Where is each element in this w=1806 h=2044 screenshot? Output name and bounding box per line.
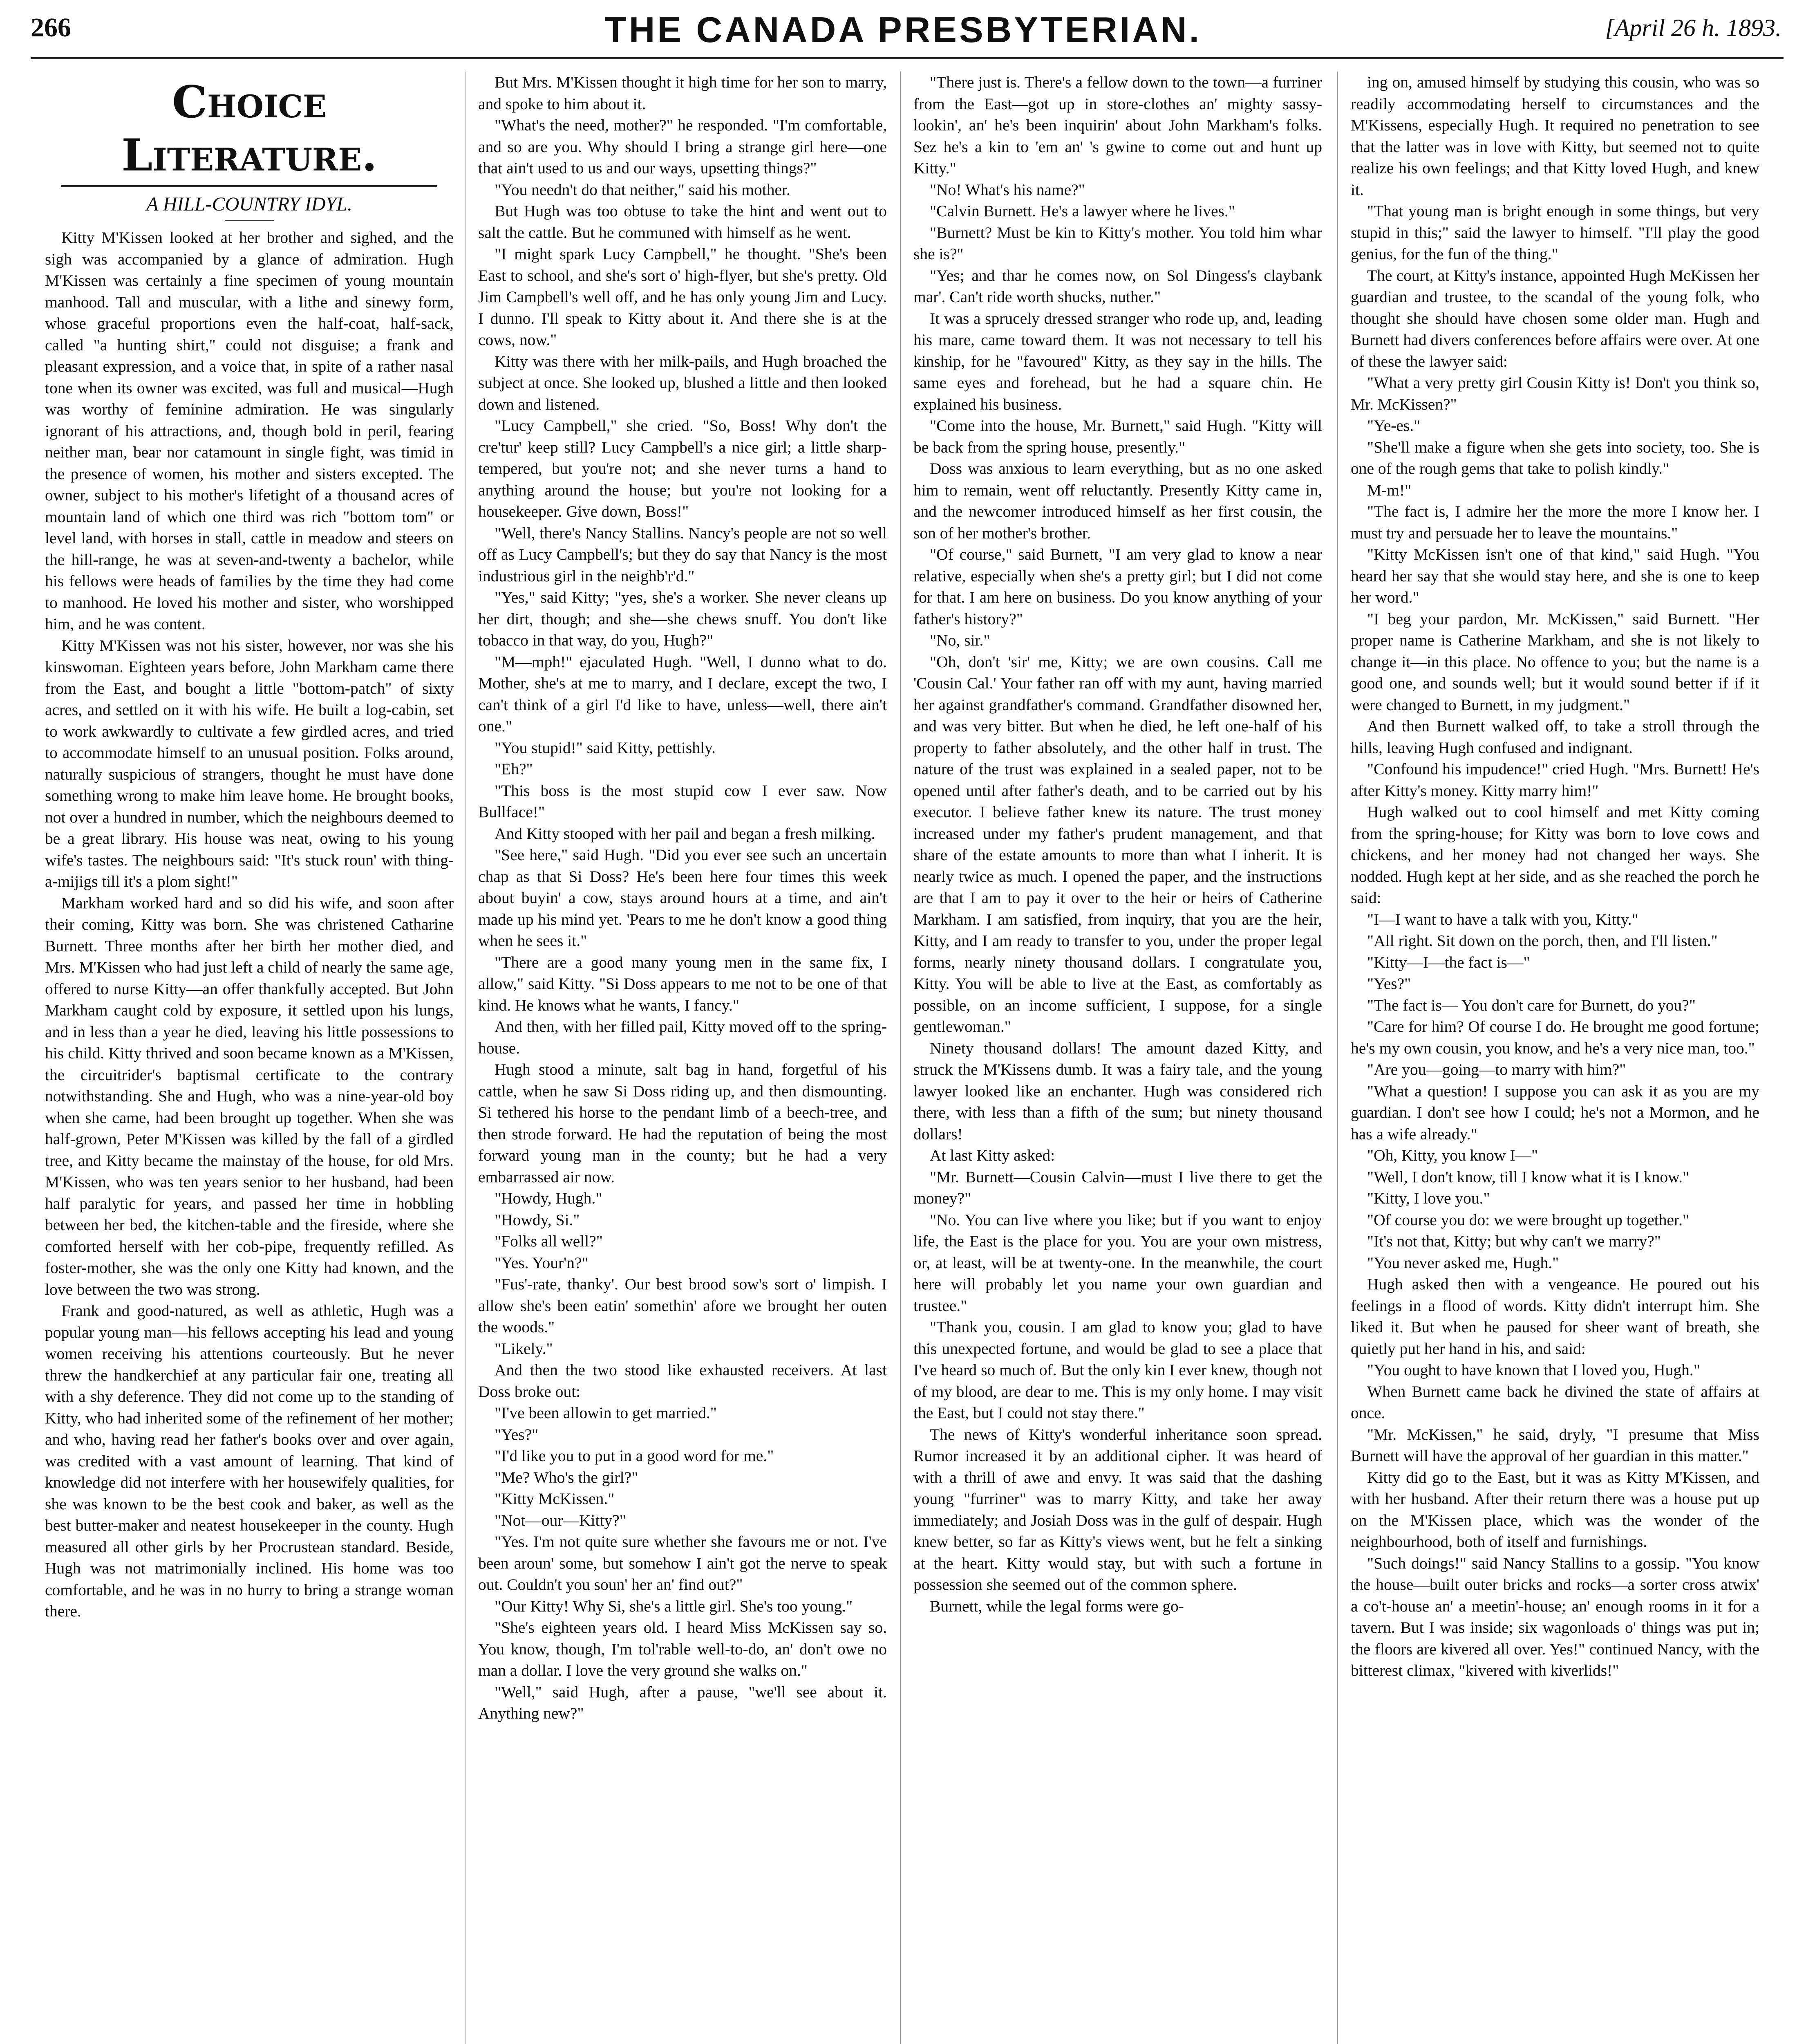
paragraph: Kitty M'Kissen looked at her brother and sighed, and the sigh was accompanied by a glance of admiration. Hugh M'Kissen was certainly a fine specimen of young mountain manhood. Tall and muscular, with a lithe and sinewy form, whose graceful proportions even the half-coat, half-sack, called "a hunting shirt," could not disguise; a frank and pleasant expression, and a voice that, in spite of a rather nasal tone when its owner was excited, was full and musical—Hugh was worthy of feminine admiration. He was singularly ignorant of his attractions, and, though bold in peril, fearing neither man, bear nor catamount in single fight, was timid in the presence of women, his mother and sisters excepted. The owner, subject to his mother's lifetight of a thousand acres of mountain land of which one third was rich "bottom tom" or level land, with horses in stall, cattle in meadow and steers on the hill-range, he was at seven-and-twenty a bachelor, while his fellows were heads of families by the time they had come to manhood. He loved his mother and sister, who worshipped him, and he was content.: [45, 229, 454, 633]
paragraph: "Of course," said Burnett, "I am very glad to know a near relative, especially when she's a pretty girl; but I did not come for that. I am here on business. Do you know anything of your father's history?": [913, 545, 1322, 628]
paragraph: Frank and good-natured, as well as athletic, Hugh was a popular young man—his fellows accepting his lead and young women receiving his attentions courteously. But he never threw the handkerchief at any particular fair one, treating all with a shy deference. They did not come up to the standing of Kitty, who had inherited some of the refinement of her mother; and who, having read her father's books over and over again, was credited with a vast amount of learning. That kind of knowledge did not interfere with her housewifely qualities, for she was known to be the best cook and baker, as well as the best butter-maker and neatest housekeeper in the county. Hugh measured all other girls by her Procrustean standard. Beside, Hugh was not matrimonially inclined. His home was too comfortable, and he was in no hurry to bring a strange woman there.: [45, 1302, 454, 1620]
paragraph: The news of Kitty's wonderful inheritance soon spread. Rumor increased it by an additional cipher. It was heard of with a thrill of awe and envy. It was said that the dashing young "furriner" was to marry Kitty, and take her away immediately; and Josiah Doss was in the gulf of despair. Hugh knew better, so far as Kitty's views went, but he felt a sinking at the heart. Kitty would stay, but with such a fortune in possession she seemed out of the common sphere.: [913, 1425, 1322, 1594]
paragraph: "Care for him? Of course I do. He brought me good fortune; he's my own cousin, you know, and he's a very nice man, too.": [1351, 1018, 1759, 1057]
paragraph: "Mr. McKissen," he said, dryly, "I presume that Miss Burnett will have the approval of her guardian in this matter.": [1351, 1425, 1759, 1465]
paragraph: "You stupid!" said Kitty, pettishly.: [495, 738, 716, 757]
paragraph: "That young man is bright enough in some things, but very stupid in this;" said the lawyer to himself. "I'll play the good genius, for the fun of the thing.": [1351, 202, 1759, 263]
paragraph: "Kitty McKissen isn't one of that kind," said Hugh. "You heard her say that she would stay here, and she is one to keep her word.": [1351, 545, 1759, 606]
paragraph: Markham worked hard and so did his wife, and soon after their coming, Kitty was born. She was christened Catharine Burnett. Three months after her birth her mother died, and Mrs. M'Kissen who had just left a child of nearly the same age, offered to nurse Kitty—an offer thankfully accepted. But John Markham caught cold by exposure, it settled upon his lungs, and in less than a year he died, leaving his little possessions to his child. Kitty thrived and soon became known as a M'Kissen, the circuitrider's baptismal certificate to the contrary notwithstanding. She and Hugh, who was a nine-year-old boy when she came, had been brought up together. When she was half-grown, Peter M'Kissen was killed by the fall of a girdled tree, and Kitty became the mainstay of the house, for old Mrs. M'Kissen, who was ten years senior to her husband, had been half paralytic for years, and passed her time in hobbling between her bed, the kitchen-table and the fireside, where she comforted herself with her cob-pipe, frequently refilled. As foster-mother, she was the only one Kitty had known, and the love between the two was strong.: [45, 894, 454, 1298]
paragraph: "What a question! I suppose you can ask it as you are my guardian. I don't see how I could; he's not a Mormon, and he has a wife already.": [1351, 1082, 1759, 1143]
paragraph: M-m!": [1367, 481, 1412, 499]
paragraph: "She'll make a figure when she gets into society, too. She is one of the rough gems that take to polish kindly.": [1351, 438, 1759, 477]
column-divider: [1337, 72, 1338, 2044]
paragraph: "Confound his impudence!" cried Hugh. "Mrs. Burnett! He's after Kitty's money. Kitty marry him!": [1351, 760, 1759, 800]
paragraph: "I—I want to have a talk with you, Kitty.": [1367, 910, 1638, 928]
paragraph: "No, sir.": [930, 631, 990, 649]
paragraph: "Of course you do: we were brought up together.": [1367, 1210, 1690, 1229]
paragraph: "Yes; and thar he comes now, on Sol Dingess's claybank mar'. Can't ride worth shucks, nuther.": [913, 266, 1322, 306]
paragraph: "I'd like you to put in a good word for me.": [495, 1447, 774, 1465]
paragraph: "Such doings!" said Nancy Stallins to a gossip. "You know the house—built outer bricks and rocks—a sorter cross atwix' a co't-house an' a meetin'-house; an' enough rooms in it for a tavern. But I was inside; six wagonloads o' things was put in; the floors are kivered all over. Yes!" continued Nancy, with the bitterest climax, "kivered with kiverlids!": [1351, 1554, 1759, 1679]
paragraph: Hugh walked out to cool himself and met Kitty coming from the spring-house; for Kitty was born to love cows and chickens, and her money had not changed her ways. She nodded. Hugh kept at her side, and as she reached the porch he said:: [1351, 803, 1759, 907]
paragraph: Hugh asked then with a vengeance. He poured out his feelings in a flood of words. Kitty didn't interrupt him. She liked it. But when he paused for sheer want of breath, she quietly put her hand in his, and said:: [1351, 1275, 1759, 1358]
paragraph: But Hugh was too obtuse to take the hint and went out to salt the cattle. But he communed with himself as he went.: [478, 202, 887, 242]
paragraph: "Are you—going—to marry with him?": [1367, 1060, 1626, 1078]
paragraph: "Me? Who's the girl?": [495, 1468, 638, 1486]
paragraph: "Well," said Hugh, after a pause, "we'll see about it. Anything new?": [478, 1683, 887, 1722]
paragraph: "Yes. Your'n?": [495, 1253, 589, 1272]
paragraph: "Oh, don't 'sir' me, Kitty; we are own cousins. Call me 'Cousin Cal.' Your father ran off with my aunt, having married her against grandfather's command. Grandfather disowned her, and was very bitter. But when he died, he left one-half of his property to father absolutely, and the other half in trust. The nature of the trust was explained in a sealed paper, not to be opened until after father's death, and to be carried out by his executor. I believe father knew its nature. The trust money increased under my father's prudent management, and that share of the estate amounts to more than what I inherit. It is nearly twice as much. I opened the paper, and the instructions are that I am to pay it over to the heir or heirs of Catherine Markham. I am satisfied, from inquiry, that you are the heir, Kitty, and I am ready to transfer to you, under the proper legal forms, nearly ninety thousand dollars. I congratulate you, Kitty. You will be able to live at the East, as comfortably as possible, on an income sufficient, I suppose, for a single gentlewoman.": [913, 652, 1322, 1035]
paragraph: "Burnett? Must be kin to Kitty's mother. You told him whar she is?": [913, 223, 1322, 263]
newspaper-title: THE CANADA PRESBYTERIAN.: [604, 9, 1202, 50]
paragraph: "Yes," said Kitty; "yes, she's a worker. She never cleans up her dirt, though; and she—she chews snuff. You don't like tobacco in that way, do you, Hugh?": [478, 588, 887, 649]
paragraph: "All right. Sit down on the porch, then, and I'll listen.": [1367, 932, 1718, 950]
paragraph: "Not—our—Kitty?": [495, 1511, 626, 1529]
paragraph: "Lucy Campbell," she cried. "So, Boss! Why don't the cre'tur' keep still? Lucy Campbell's a nice girl; a little sharp-tempered, but you're not; and she never turns a hand to anything around the house; but you're not looking for a housekeeper. Give down, Boss!": [478, 417, 887, 520]
article-column-2: [478, 72, 887, 2044]
masthead-rule: [31, 57, 1784, 59]
paragraph: "Howdy, Hugh.": [495, 1189, 602, 1207]
paragraph: "You never asked me, Hugh.": [1367, 1253, 1559, 1272]
section-heading: Choice Literature.: [121, 76, 377, 181]
paragraph: "Kitty—I—the fact is—": [1367, 953, 1530, 971]
paragraph: "Oh, Kitty, you know I—": [1367, 1146, 1538, 1164]
article-column-1: [45, 72, 454, 2044]
paragraph: At last Kitty asked:: [930, 1146, 1055, 1164]
paragraph: "Howdy, Si.": [495, 1210, 580, 1229]
paragraph: "What a very pretty girl Cousin Kitty is! Don't you think so, Mr. McKissen?": [1351, 374, 1759, 413]
section-rule: [61, 185, 437, 187]
paragraph: Kitty did go to the East, but it was as Kitty M'Kissen, and with her husband. After their return there was a house put up on the M'Kissen place, which was the wonder of the neighbourhood, both of itself and furnishings.: [1351, 1468, 1759, 1551]
paragraph: "There are a good many young men in the same fix, I allow," said Kitty. "Si Doss appears to me not to be one of that kind. He knows what he wants, I fancy.": [478, 953, 887, 1014]
paragraph: "She's eighteen years old. I heard Miss McKissen say so. You know, though, I'm tol'rable well-to-do, an' don't owe no man a dollar. I love the very ground she walks on.": [478, 1618, 887, 1679]
paragraph: "Kitty McKissen.": [495, 1490, 615, 1508]
paragraph: "Our Kitty! Why Si, she's a little girl. She's too young.": [495, 1597, 853, 1615]
paragraph: "It's not that, Kitty; but why can't we marry?": [1367, 1232, 1661, 1250]
paragraph: "Come into the house, Mr. Burnett," said Hugh. "Kitty will be back from the spring house, presently.": [913, 417, 1322, 456]
paragraph: And then Burnett walked off, to take a stroll through the hills, leaving Hugh confused and indignant.: [1351, 717, 1759, 757]
paragraph: "Calvin Burnett. He's a lawyer where he lives.": [930, 202, 1235, 220]
paragraph: It was a sprucely dressed stranger who rode up, and, leading his mare, came toward them. It was not necessary to tell his kinship, for he "favoured" Kitty, as they say in the hills. The same eyes and forehead, but he had a square chin. He explained his business.: [913, 309, 1322, 413]
paragraph: "Well, there's Nancy Stallins. Nancy's people are not so well off as Lucy Campbell's; but they do say that Nancy is the most industrious girl in the neighb'r'd.": [478, 524, 887, 585]
paragraph: "You needn't do that neither," said his mother.: [495, 180, 790, 199]
paragraph: "No. You can live where you like; but if you want to enjoy life, the East is the place for you. You are your own mistress, or, at least, will be at twenty-one. In the meanwhile, the court here will probably let you name your own guardian and trustee.": [913, 1210, 1322, 1315]
paragraph: And then, with her filled pail, Kitty moved off to the spring-house.: [478, 1018, 887, 1057]
paragraph: Burnett, while the legal forms were go-: [930, 1597, 1184, 1615]
paragraph: Kitty M'Kissen was not his sister, however, nor was she his kinswoman. Eighteen years before, John Markham came there from the East, and bought a little "bottom-patch" of sixty acres, and settled on it with his wife. He built a log-cabin, set to work awkwardly to cultivate a few girdled acres, and tried to accommodate himself to an unusual position. Folks around, naturally suspicious of strangers, thought he must have done something wrong to make him leave home. He brought books, not over a hundred in number, which the neighbours deemed to be a great library. His house was neat, owing to his young wife's tastes. The neighbours said: "It's stuck roun' with thing-a-mijigs till it's a plom sight!": [45, 636, 454, 890]
paragraph: "See here," said Hugh. "Did you ever see such an uncertain chap as that Si Doss? He's been here four times this week about buyin' a cow, stays around hours at a time, and ain't made up his mind yet. 'Pears to me he don't know a good thing when he sees it.": [478, 846, 887, 950]
paragraph: "Mr. Burnett—Cousin Calvin—must I live there to get the money?": [913, 1168, 1322, 1207]
paragraph: "The fact is, I admire her the more the more I know her. I must try and persuade her to leave the mountains.": [1351, 502, 1759, 542]
issue-date: [April 26 h. 1893.: [1605, 14, 1781, 41]
paragraph: "Yes?": [495, 1425, 539, 1443]
paragraph: "Thank you, cousin. I am glad to know you; glad to have this unexpected fortune, and would be glad to see a place that I've heard so much of. But the only kin I ever knew, though not of my blood, are dear to me. This is my only home. I may visit the East, but I could not stay there.": [913, 1318, 1322, 1422]
paragraph: "This boss is the most stupid cow I ever saw. Now Bullface!": [478, 781, 887, 821]
paragraph: Kitty was there with her milk-pails, and Hugh broached the subject at once. She looked up, blushed a little and then looked down and listened.: [478, 352, 887, 413]
title-rule: [225, 220, 274, 221]
story-title: A HILL-COUNTRY IDYL.: [146, 193, 352, 215]
paragraph: Ninety thousand dollars! The amount dazed Kitty, and struck the M'Kissens dumb. It was a fairy tale, and the young lawyer looked like an enchanter. Hugh was considered rich there, with less than a fifth of the sum; but ninety thousand dollars!: [913, 1039, 1322, 1143]
paragraph: "M—mph!" ejaculated Hugh. "Well, I dunno what to do. Mother, she's at me to marry, and I declare, except the two, I can't think of a girl I'd like to have, unless—well, there ain't one.": [478, 652, 887, 735]
paragraph: When Burnett came back he divined the state of affairs at once.: [1351, 1382, 1759, 1422]
paragraph: "Fus'-rate, thanky'. Our best brood sow's sort o' limpish. I allow she's been eatin' somethin' afore we brought her outen the woods.": [478, 1275, 887, 1336]
paragraph: "Well, I don't know, till I know what it is I know.": [1367, 1168, 1690, 1186]
paragraph: And Kitty stooped with her pail and began a fresh milking.: [495, 824, 875, 843]
paragraph: And then the two stood like exhausted receivers. At last Doss broke out:: [478, 1361, 887, 1401]
paragraph: "There just is. There's a fellow down to the town—a furriner from the East—got up in store-clothes an' mighty sassy-lookin', an' he's been inquirin' about John Markham's folks. Sez he's a kin to 'em an' 's gwine to come out and hunt up Kitty.": [913, 73, 1322, 177]
paragraph: "Kitty, I love you.": [1367, 1189, 1490, 1207]
masthead: [0, 0, 1806, 61]
paragraph: Hugh stood a minute, salt bag in hand, forgetful of his cattle, when he saw Si Doss riding up, and then dismounting. Si tethered his horse to the pendant limb of a beech-tree, and then strode forward. He had the reputation of being the most forward young man in the county; but he had a very embarrassed air now.: [478, 1060, 887, 1186]
paragraph: But Mrs. M'Kissen thought it high time for her son to marry, and spoke to him about it.: [478, 73, 887, 113]
page-number: 266: [31, 13, 71, 43]
paragraph: Doss was anxious to learn everything, but as no one asked him to remain, went off reluctantly. Presently Kitty came in, and the newcomer introduced himself as her first cousin, the son of her mother's brother.: [913, 459, 1322, 542]
paragraph: "No! What's his name?": [930, 180, 1085, 199]
paragraph: "I've been allowin to get married.": [495, 1404, 717, 1422]
paragraph: "I beg your pardon, Mr. McKissen," said Burnett. "Her proper name is Catherine Markham, and she is not likely to change it—in this place. No offence to you; but the name is a good one, and sounds well; but it would sound better if if it were changed to Burnett, in my judgment.": [1351, 610, 1759, 714]
paragraph: ing on, amused himself by studying this cousin, who was so readily accommodating herself to circumstances and the M'Kissens, especially Hugh. It required no penetration to see that the latter was in love with Kitty, but seemed not to quite realize his own feelings; and that Kitty loved Hugh, and knew it.: [1351, 73, 1759, 199]
paragraph: "Yes. I'm not quite sure whether she favours me or not. I've been aroun' some, but somehow I ain't got the nerve to speak out. Couldn't you soun' her an' find out?": [478, 1533, 887, 1594]
paragraph: "Yes?": [1367, 975, 1411, 993]
paragraph: "You ought to have known that I loved you, Hugh.": [1367, 1361, 1700, 1379]
paragraph: "What's the need, mother?" he responded. "I'm comfortable, and so are you. Why should I bring a strange girl here—one that ain't used to us and our ways, upsetting things?": [478, 116, 887, 177]
column-divider: [900, 72, 901, 2044]
paragraph: "Eh?": [495, 760, 533, 778]
paragraph: The court, at Kitty's instance, appointed Hugh McKissen her guardian and trustee, to the scandal of the young folk, who thought she should have chosen some older man. Hugh and Burnett had divers conferences before affairs were over. At one of these the lawyer said:: [1351, 266, 1759, 370]
paragraph: "The fact is— You don't care for Burnett, do you?": [1367, 996, 1696, 1014]
article-column-4: [1351, 72, 1759, 2044]
paragraph: "Ye-es.": [1367, 417, 1421, 435]
paragraph: "I might spark Lucy Campbell," he thought. "She's been East to school, and she's sort o' high-flyer, but she's pretty. Old Jim Campbell's well off, and he has only young Jim and Lucy. I dunno. I'll speak to Kitty about it. And there she is at the cows, now.": [478, 245, 887, 349]
article-column-3: [913, 72, 1322, 2044]
paragraph: "Likely.": [495, 1339, 553, 1358]
paragraph: "Folks all well?": [495, 1232, 603, 1250]
